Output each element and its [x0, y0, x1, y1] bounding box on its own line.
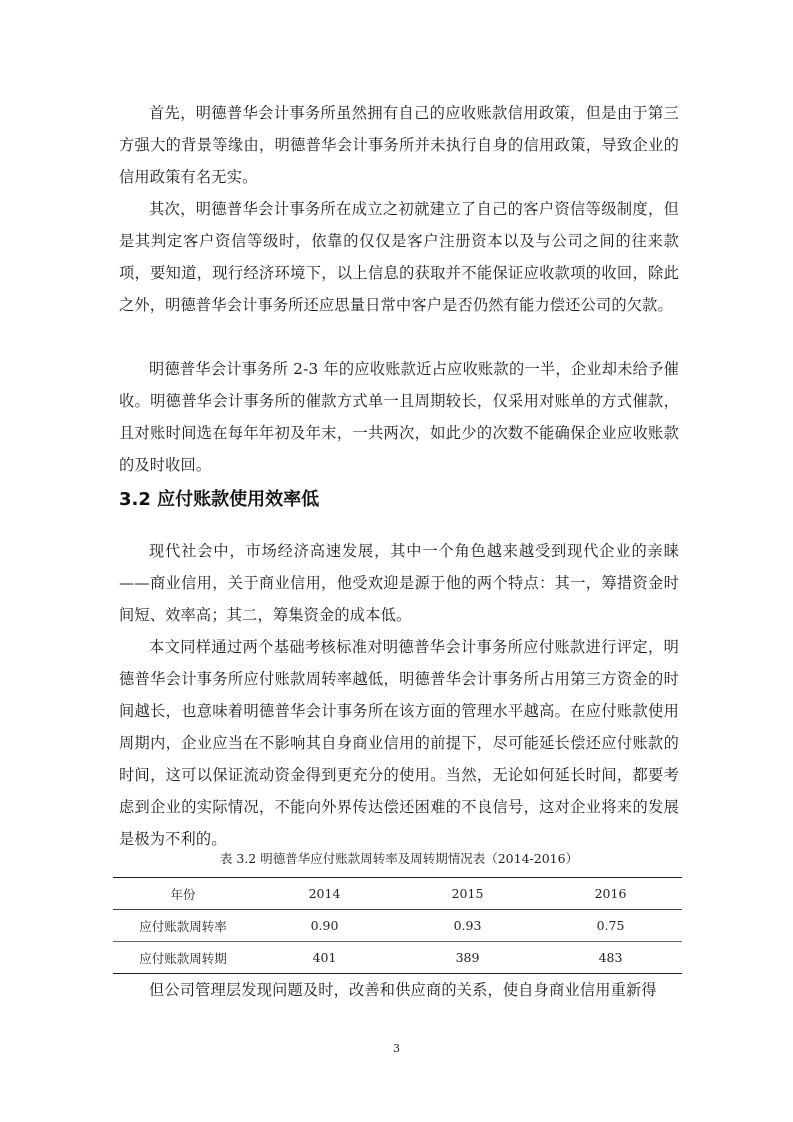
table-cell: 483	[539, 942, 682, 974]
table-header-cell: 年份	[113, 878, 253, 910]
paragraph-payables-evaluation: 本文同样通过两个基础考核标准对明德普华会计事务所应付账款进行评定，明德普华会计事务所应付账款周转率越低，明德普华会计事务所占用第三方资金的时间越长，也意味着明德普华会计事务所在该方面的管理水平越高。在应付账款使用周期内，企业应当在不影响其自身商业信用的前提下，尽可能延长偿还应付账款的时间，这可以保证流动资金得到更充分的使用。当然，无论如何延长时间，都要考虑到企业的实际情况，不能向外界传达偿还困难的不良信号，这对企业将来的发展是极为不利的。	[119, 638, 679, 848]
paragraph-collection: 明德普华会计事务所 2-3 年的应收账款近占应收账款的一半，企业却未给予催收。明德普华会计事务所的催款方式单一且周期较长，仅采用对账单的方式催款，且对账时间选在每年年初及年末，一共两次，如此少的次数不能确保企业应收账款的及时收回。	[119, 360, 679, 474]
table-row	[113, 942, 682, 974]
paragraph-commercial-credit: 现代社会中，市场经济高速发展，其中一个角色越来越受到现代企业的亲睐——商业信用，关于商业信用，他受欢迎是源于他的两个特点：其一，筹措资金时间短、效率高；其二，筹集资金的成本低。	[119, 542, 679, 624]
payables-turnover-table	[113, 877, 682, 974]
table-cell: 401	[253, 942, 396, 974]
table-cell: 0.75	[539, 910, 682, 942]
page-number: 3	[393, 1042, 400, 1055]
table-header-cell: 2016	[539, 878, 682, 910]
table-cell: 0.90	[253, 910, 396, 942]
paragraph-credit-rating: 其次，明德普华会计事务所在成立之初就建立了自己的客户资信等级制度，但是其判定客户资信等级时，依靠的仅仅是客户注册资本以及与公司之间的往来款项，要知道，现行经济环境下，以上信息的获取并不能保证应收款项的收回，除此之外，明德普华会计事务所还应思量日常中客户是否仍然有能力偿还公司的欠款。	[119, 200, 679, 314]
table-row	[113, 910, 682, 942]
table-cell: 应付账款周转期	[113, 942, 253, 974]
paragraph-credit-policy: 首先，明德普华会计事务所虽然拥有自己的应收账款信用政策，但是由于第三方强大的背景等缘由，明德普华会计事务所并未执行自身的信用政策，导致企业的信用政策有名无实。	[119, 104, 679, 186]
section-heading: 3.2 应付账款使用效率低	[119, 489, 320, 510]
table-header-cell: 2014	[253, 878, 396, 910]
table-header-row	[113, 878, 682, 910]
table-cell: 0.93	[396, 910, 539, 942]
table-caption: 表 3.2 明德普华应付账款周转率及周转期情况表（2014-2016）	[219, 851, 579, 866]
paragraph-closing: 但公司管理层发现问题及时，改善和供应商的关系，使自身商业信用重新得	[149, 981, 657, 999]
table-header-cell: 2015	[396, 878, 539, 910]
table-cell: 应付账款周转率	[113, 910, 253, 942]
table-cell: 389	[396, 942, 539, 974]
